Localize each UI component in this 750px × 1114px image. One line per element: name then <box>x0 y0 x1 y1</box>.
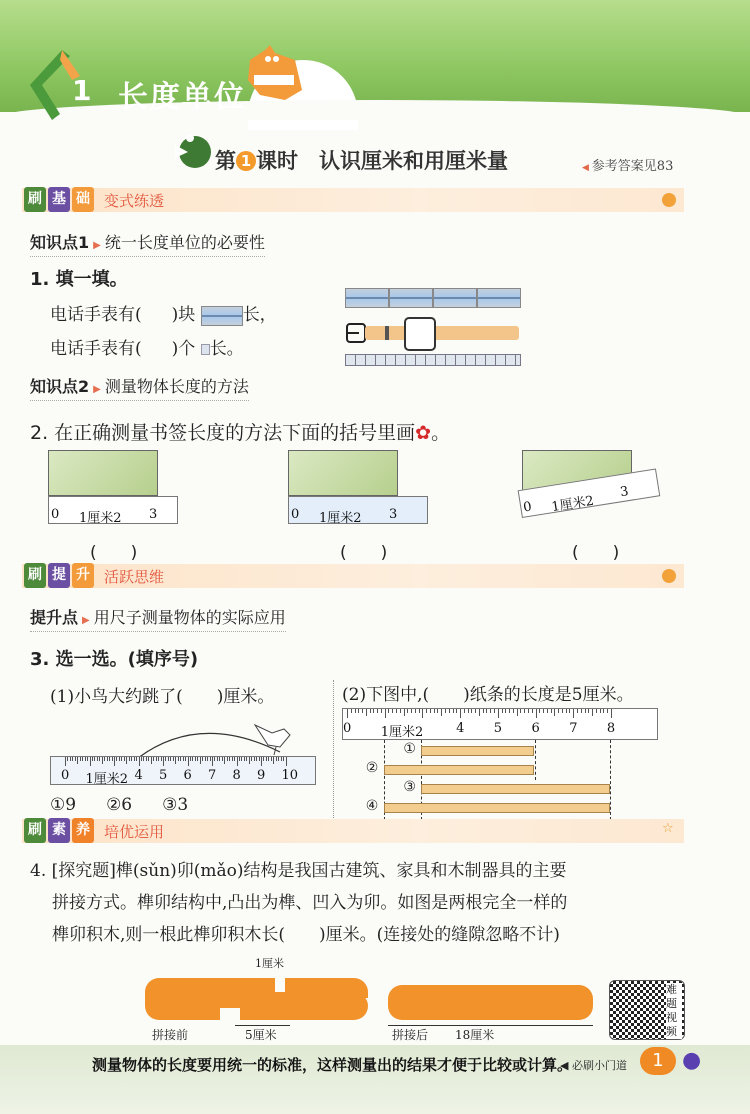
ruler-tick <box>558 709 559 713</box>
ruler-tick <box>65 757 66 766</box>
ruler-tick <box>573 709 574 718</box>
ruler-tick <box>585 709 586 713</box>
ruler-tick <box>80 757 81 761</box>
ruler-tick <box>505 709 506 713</box>
tag-char: 础 <box>72 187 94 212</box>
knowledge-point-1 <box>30 230 265 257</box>
ruler-tick <box>185 757 186 761</box>
ruler-label: 0 <box>343 721 352 736</box>
ruler-label: 1厘米2 <box>380 725 424 740</box>
ruler-tick <box>232 757 233 761</box>
kp-text: 统一长度单位的必要性 <box>104 233 265 252</box>
star-icon: ☆ <box>662 821 674 836</box>
answer-blank[interactable]: ( ) <box>572 543 620 563</box>
question-3-title: 3. 选一选。(填序号) <box>30 649 199 670</box>
ruler-label: 9 <box>257 768 266 783</box>
ruler-tick <box>532 709 533 713</box>
ruler-tick <box>370 709 371 713</box>
ruler-tick <box>524 709 525 713</box>
ruler-tick <box>536 709 537 718</box>
guide-line <box>610 740 611 820</box>
ruler-tick <box>249 757 250 764</box>
joined-block <box>388 985 593 1020</box>
strip-row <box>345 288 521 308</box>
lesson-name: 课时 认识厘米和用厘米量 <box>256 149 508 173</box>
ruler-tick <box>251 757 252 761</box>
ruler-label: 6 <box>531 721 540 736</box>
section-banner-basic <box>22 188 684 212</box>
ruler-tick <box>131 757 132 761</box>
ruler-tick <box>517 709 518 716</box>
ruler-tick <box>77 757 78 764</box>
ruler-label: 7 <box>569 721 578 736</box>
lesson-prefix: 第 <box>215 149 236 173</box>
ruler-tick <box>569 709 570 713</box>
ruler-tick <box>437 709 438 713</box>
ruler-tick <box>227 757 228 761</box>
ruler-tick <box>129 757 130 761</box>
ruler-tick <box>603 709 604 713</box>
ruler-tick <box>611 709 612 718</box>
tag-char: 刷 <box>24 187 46 212</box>
tick-label: 3 <box>389 507 398 522</box>
text: 。 <box>431 422 451 444</box>
improvement-point <box>30 605 286 632</box>
ruler-tick <box>362 709 363 713</box>
ruler-tick <box>266 757 267 761</box>
ruler-tick <box>547 709 548 713</box>
orange-monster-icon <box>240 45 310 105</box>
ruler-label: 5 <box>493 721 503 736</box>
q3-p1-options <box>50 795 188 815</box>
ruler-tick <box>554 709 555 716</box>
ruler-tick <box>426 709 427 713</box>
footer-tip: 测量物体的长度要用统一的标准，这样测量出的结果才便于比较或计算。 <box>92 1056 573 1074</box>
ruler-tick <box>278 757 279 761</box>
ruler-tick <box>434 709 435 713</box>
ruler-tick <box>151 757 152 764</box>
tag-char: 刷 <box>24 818 46 843</box>
answer-blank[interactable]: ( ) <box>340 543 388 563</box>
ruler-tick <box>134 757 135 761</box>
tenon-block-right-top <box>285 978 368 998</box>
ruler-tick <box>102 757 103 764</box>
ruler-tick <box>158 757 159 761</box>
ruler-tick <box>97 757 98 761</box>
ruler-tick <box>373 709 374 713</box>
strip-image <box>477 288 521 308</box>
lesson-title <box>215 145 508 175</box>
ruler-tick <box>490 709 491 713</box>
ruler-tick <box>281 757 282 761</box>
ruler-tick <box>263 757 264 761</box>
ruler-tick <box>234 757 235 761</box>
ruler-tick <box>67 757 68 761</box>
ruler-tick <box>114 757 115 766</box>
ruler-tick <box>85 757 86 761</box>
guide-line <box>535 740 536 780</box>
ruler-tick <box>600 709 601 713</box>
red-flower-icon: ✿ <box>415 422 432 444</box>
ruler-tick <box>254 757 255 761</box>
strip-label: ① <box>403 741 416 757</box>
chapter-header <box>0 0 750 112</box>
gap-label: 1厘米 <box>255 957 284 970</box>
ruler-tick <box>430 709 431 713</box>
ruler-tick <box>104 757 105 761</box>
ruler-tick <box>237 757 238 766</box>
text: 电话手表有( <box>50 339 142 359</box>
q1-line-1 <box>50 300 277 326</box>
ruler-tick <box>366 709 367 716</box>
ruler-tick <box>200 757 201 764</box>
ruler-tick <box>107 757 108 761</box>
ruler-tick <box>456 709 457 713</box>
tick-label: 1厘米2 <box>550 493 595 516</box>
paper-strip <box>421 746 534 756</box>
strip-label: ③ <box>403 779 416 795</box>
strip-label: ② <box>365 760 379 776</box>
ruler-tick <box>126 757 127 764</box>
ruler-tick <box>222 757 223 761</box>
ruler-tick <box>464 709 465 713</box>
purple-mascot-icon: ● <box>682 1048 702 1073</box>
q3-part-1: (1)小鸟大约跳了( )厘米。 <box>50 687 275 707</box>
ruler-label: 10 <box>281 768 299 783</box>
tick-label: 0 <box>291 507 300 522</box>
ruler-tick <box>170 757 171 761</box>
strip-label: ④ <box>365 798 379 814</box>
ruler-tick <box>146 757 147 761</box>
ruler-tick <box>161 757 162 761</box>
ruler-tick <box>124 757 125 761</box>
arrow-icon: ▶ <box>93 384 101 395</box>
kp-label: 知识点2 <box>30 377 90 396</box>
ruler-tick <box>112 757 113 761</box>
ruler-tick <box>70 757 71 761</box>
ruler-tick <box>513 709 514 713</box>
before-length: 5厘米 <box>245 1028 277 1042</box>
ruler-tick <box>217 757 218 761</box>
ruler-tick <box>404 709 405 716</box>
ruler-tick <box>136 757 137 761</box>
question-1-title: 1. 填一填。 <box>30 269 128 290</box>
ruler-tick <box>551 709 552 713</box>
after-length: 18厘米 <box>455 1028 495 1042</box>
ruler-tick <box>411 709 412 713</box>
ruler-tick <box>241 757 242 761</box>
ruler-tick <box>419 709 420 713</box>
ruler-tick <box>441 709 442 716</box>
banner-subtitle: 变式练透 <box>104 192 165 210</box>
ruler-tick <box>90 757 91 766</box>
ruler-tick <box>212 757 213 766</box>
ruler-label: 6 <box>183 768 192 783</box>
ruler-tick <box>596 709 597 713</box>
qr-label: 难题视频 <box>666 983 682 1039</box>
ruler-tick <box>475 709 476 713</box>
ruler-tick <box>468 709 469 713</box>
cube-image <box>201 344 210 355</box>
ruler-tick <box>180 757 181 761</box>
arrow-icon: ▶ <box>93 240 101 251</box>
ruler-tick <box>562 709 563 713</box>
ruler-tick <box>229 757 230 761</box>
strip-image <box>433 288 477 308</box>
tag-char: 养 <box>72 818 94 843</box>
ruler-tick <box>351 709 352 713</box>
ruler-tick <box>207 757 208 761</box>
ruler-tick <box>528 709 529 713</box>
ruler-tick <box>358 709 359 713</box>
ruler-tick <box>190 757 191 761</box>
ruler-tick <box>261 757 262 766</box>
question-2-title <box>30 418 450 445</box>
ruler-tick <box>422 709 423 718</box>
banner-subtitle: 培优运用 <box>104 823 165 841</box>
ruler-tick <box>509 709 510 713</box>
ruler-tick <box>407 709 408 713</box>
ruler-tick <box>479 709 480 716</box>
ruler-tick <box>173 757 174 761</box>
ruler-tick <box>471 709 472 713</box>
ruler-tick <box>381 709 382 713</box>
unit-title: 长度单位 <box>118 80 246 115</box>
section-banner-literacy <box>22 819 684 843</box>
ruler-tick <box>210 757 211 761</box>
ruler-tick <box>286 757 287 766</box>
divider <box>333 680 334 820</box>
paper-strip <box>421 784 610 794</box>
cube-row <box>345 354 521 366</box>
ruler-tick <box>355 709 356 713</box>
section-banner-improve <box>22 564 684 588</box>
strip-image <box>201 306 243 326</box>
ruler-strips <box>342 708 658 740</box>
ruler-tick <box>139 757 140 766</box>
ruler-tick <box>244 757 245 761</box>
text: )个 <box>171 339 196 359</box>
qr-code[interactable] <box>609 980 685 1040</box>
ruler-tick <box>156 757 157 761</box>
strip-image <box>345 288 389 308</box>
text: 电话手表有( <box>50 305 142 325</box>
ruler-bird <box>50 756 316 785</box>
ruler-tick <box>396 709 397 713</box>
ruler-tick <box>256 757 257 761</box>
ruler-label: 0 <box>61 768 70 783</box>
ruler-tick <box>445 709 446 713</box>
knowledge-point-2 <box>30 374 249 401</box>
text: 长， <box>242 305 277 325</box>
answer-blank[interactable]: ( ) <box>90 543 138 563</box>
ruler-tick <box>168 757 169 761</box>
ruler-tick <box>195 757 196 761</box>
green-monster-icon <box>170 130 215 175</box>
tick-label: 0 <box>522 499 533 516</box>
ruler-tick <box>483 709 484 713</box>
ruler-label: 1厘米2 <box>85 772 129 787</box>
ruler-label: 5 <box>159 768 168 783</box>
after-label: 拼接后 <box>392 1028 429 1042</box>
tag-char: 提 <box>48 563 70 588</box>
ruler-tick <box>520 709 521 713</box>
option[interactable]: ②6 <box>106 795 133 815</box>
ruler-tick <box>197 757 198 761</box>
paper-strip <box>384 803 610 813</box>
tick-label: 1厘米2 <box>79 511 122 526</box>
cube-icon <box>662 193 676 207</box>
ruler-tick <box>494 709 495 713</box>
tag-char: 升 <box>72 563 94 588</box>
ruler <box>48 496 178 524</box>
ruler-tick <box>607 709 608 713</box>
q2-option-1 <box>48 450 158 526</box>
ruler-tick <box>175 757 176 764</box>
ruler <box>288 496 428 524</box>
ruler-tick <box>588 709 589 713</box>
bookmark-image <box>288 450 398 496</box>
ruler-label: 7 <box>208 768 217 783</box>
swirl-icon <box>662 569 676 583</box>
ruler-tick <box>502 709 503 713</box>
ruler-tick <box>192 757 193 761</box>
q1-line-2 <box>50 334 244 359</box>
ruler-tick <box>385 709 386 718</box>
ruler-tick <box>486 709 487 713</box>
ruler-label: 4 <box>456 721 465 736</box>
ruler-tick <box>239 757 240 761</box>
arrow-icon: ▶ <box>82 615 90 626</box>
ruler-tick <box>205 757 206 761</box>
kp-label: 提升点 <box>30 608 79 627</box>
ruler-tick <box>400 709 401 713</box>
smartwatch-image <box>345 316 521 352</box>
paper-strip <box>384 765 535 775</box>
ruler-tick <box>276 757 277 761</box>
ruler-tick <box>415 709 416 713</box>
tick-label: 0 <box>51 507 60 522</box>
ruler-tick <box>566 709 567 713</box>
ruler-tick <box>224 757 225 764</box>
answer-reference: ◀ 参考答案见83 <box>582 155 673 174</box>
ruler-tick <box>148 757 149 761</box>
ruler-tick <box>143 757 144 761</box>
q2-option-2 <box>288 450 398 526</box>
q4-line-1: 4. [探究题]榫(sǔn)卯(mǎo)结构是我国古建筑、家具和木制器具的主要 <box>30 861 567 881</box>
kp-text: 测量物体长度的方法 <box>104 377 249 396</box>
text: 长。 <box>209 339 244 359</box>
ruler-tick <box>283 757 284 761</box>
tick-label: 3 <box>619 484 630 501</box>
ruler-tick <box>92 757 93 761</box>
ruler-tick <box>183 757 184 761</box>
text: )块 <box>171 305 196 325</box>
ruler-tick <box>449 709 450 713</box>
ruler-tick <box>121 757 122 761</box>
ruler-tick <box>178 757 179 761</box>
ruler-tick <box>246 757 247 761</box>
tag-char: 刷 <box>24 563 46 588</box>
ruler-tick <box>271 757 272 761</box>
tag-char: 素 <box>48 818 70 843</box>
ruler-tick <box>75 757 76 761</box>
ruler-tick <box>460 709 461 718</box>
lesson-number: 1 <box>236 151 256 171</box>
ruler-tick <box>87 757 88 761</box>
ruler-tick <box>119 757 120 761</box>
tick-label: 1厘米2 <box>319 511 362 526</box>
ruler-tick <box>72 757 73 761</box>
ruler-tick <box>388 709 389 713</box>
ruler-tick <box>453 709 454 713</box>
ruler-tick <box>219 757 220 761</box>
option[interactable]: ①9 <box>50 795 77 815</box>
ruler-tick <box>153 757 154 761</box>
footer-tag: ◀ 必刷小门道 <box>560 1059 627 1072</box>
ruler-tick <box>82 757 83 761</box>
ruler-tick <box>581 709 582 713</box>
q3-part-2: (2)下图中,( )纸条的长度是5厘米。 <box>342 685 634 705</box>
q4-line-3: 榫卯积木,则一根此榫卯积木长( )厘米。(连接处的缝隙忽略不计) <box>52 925 560 945</box>
bird-icon <box>250 715 295 755</box>
ruler-tick <box>392 709 393 713</box>
q2-option-3 <box>522 450 632 516</box>
kp-text: 用尺子测量物体的实际应用 <box>93 608 286 627</box>
paper-strips <box>342 740 658 820</box>
ruler-label: 8 <box>606 721 616 736</box>
ruler-tick <box>268 757 269 761</box>
banner-subtitle: 活跃思维 <box>104 568 165 586</box>
q4-line-2: 拼接方式。榫卯结构中,凸出为榫、凹入为卯。如图是两根完全一样的 <box>52 893 568 913</box>
ruler-label: 8 <box>232 768 241 783</box>
option[interactable]: ③3 <box>162 795 189 815</box>
tick-label: 3 <box>149 507 158 522</box>
kp-label: 知识点1 <box>30 233 90 252</box>
ruler-tick <box>539 709 540 713</box>
ruler-tick <box>109 757 110 761</box>
ruler-tick <box>347 709 348 718</box>
ruler-tick <box>377 709 378 713</box>
ruler-tick <box>202 757 203 761</box>
bookmark-image <box>48 450 158 496</box>
before-label: 拼接前 <box>152 1028 189 1042</box>
ruler-tick <box>141 757 142 761</box>
tenon-block-left-bottom <box>145 995 220 1020</box>
ruler-tick <box>99 757 100 761</box>
text: 2. 在正确测量书签长度的方法下面的括号里画 <box>30 422 416 444</box>
ruler-tick <box>165 757 166 761</box>
ruler-tick <box>94 757 95 761</box>
page-number: 1 <box>640 1047 676 1075</box>
ruler-tick <box>273 757 274 764</box>
strip-image <box>389 288 433 308</box>
ruler-tick <box>592 709 593 716</box>
ruler-tick <box>259 757 260 761</box>
ruler-tick <box>543 709 544 713</box>
ruler-tick <box>498 709 499 718</box>
ruler-tick <box>188 757 189 766</box>
ruler-tick <box>214 757 215 761</box>
unit-number: 1 <box>72 74 92 107</box>
ruler-tick <box>116 757 117 761</box>
ruler-tick <box>577 709 578 713</box>
tag-char: 基 <box>48 187 70 212</box>
ruler-tick <box>163 757 164 766</box>
ruler-label: 4 <box>134 768 143 783</box>
